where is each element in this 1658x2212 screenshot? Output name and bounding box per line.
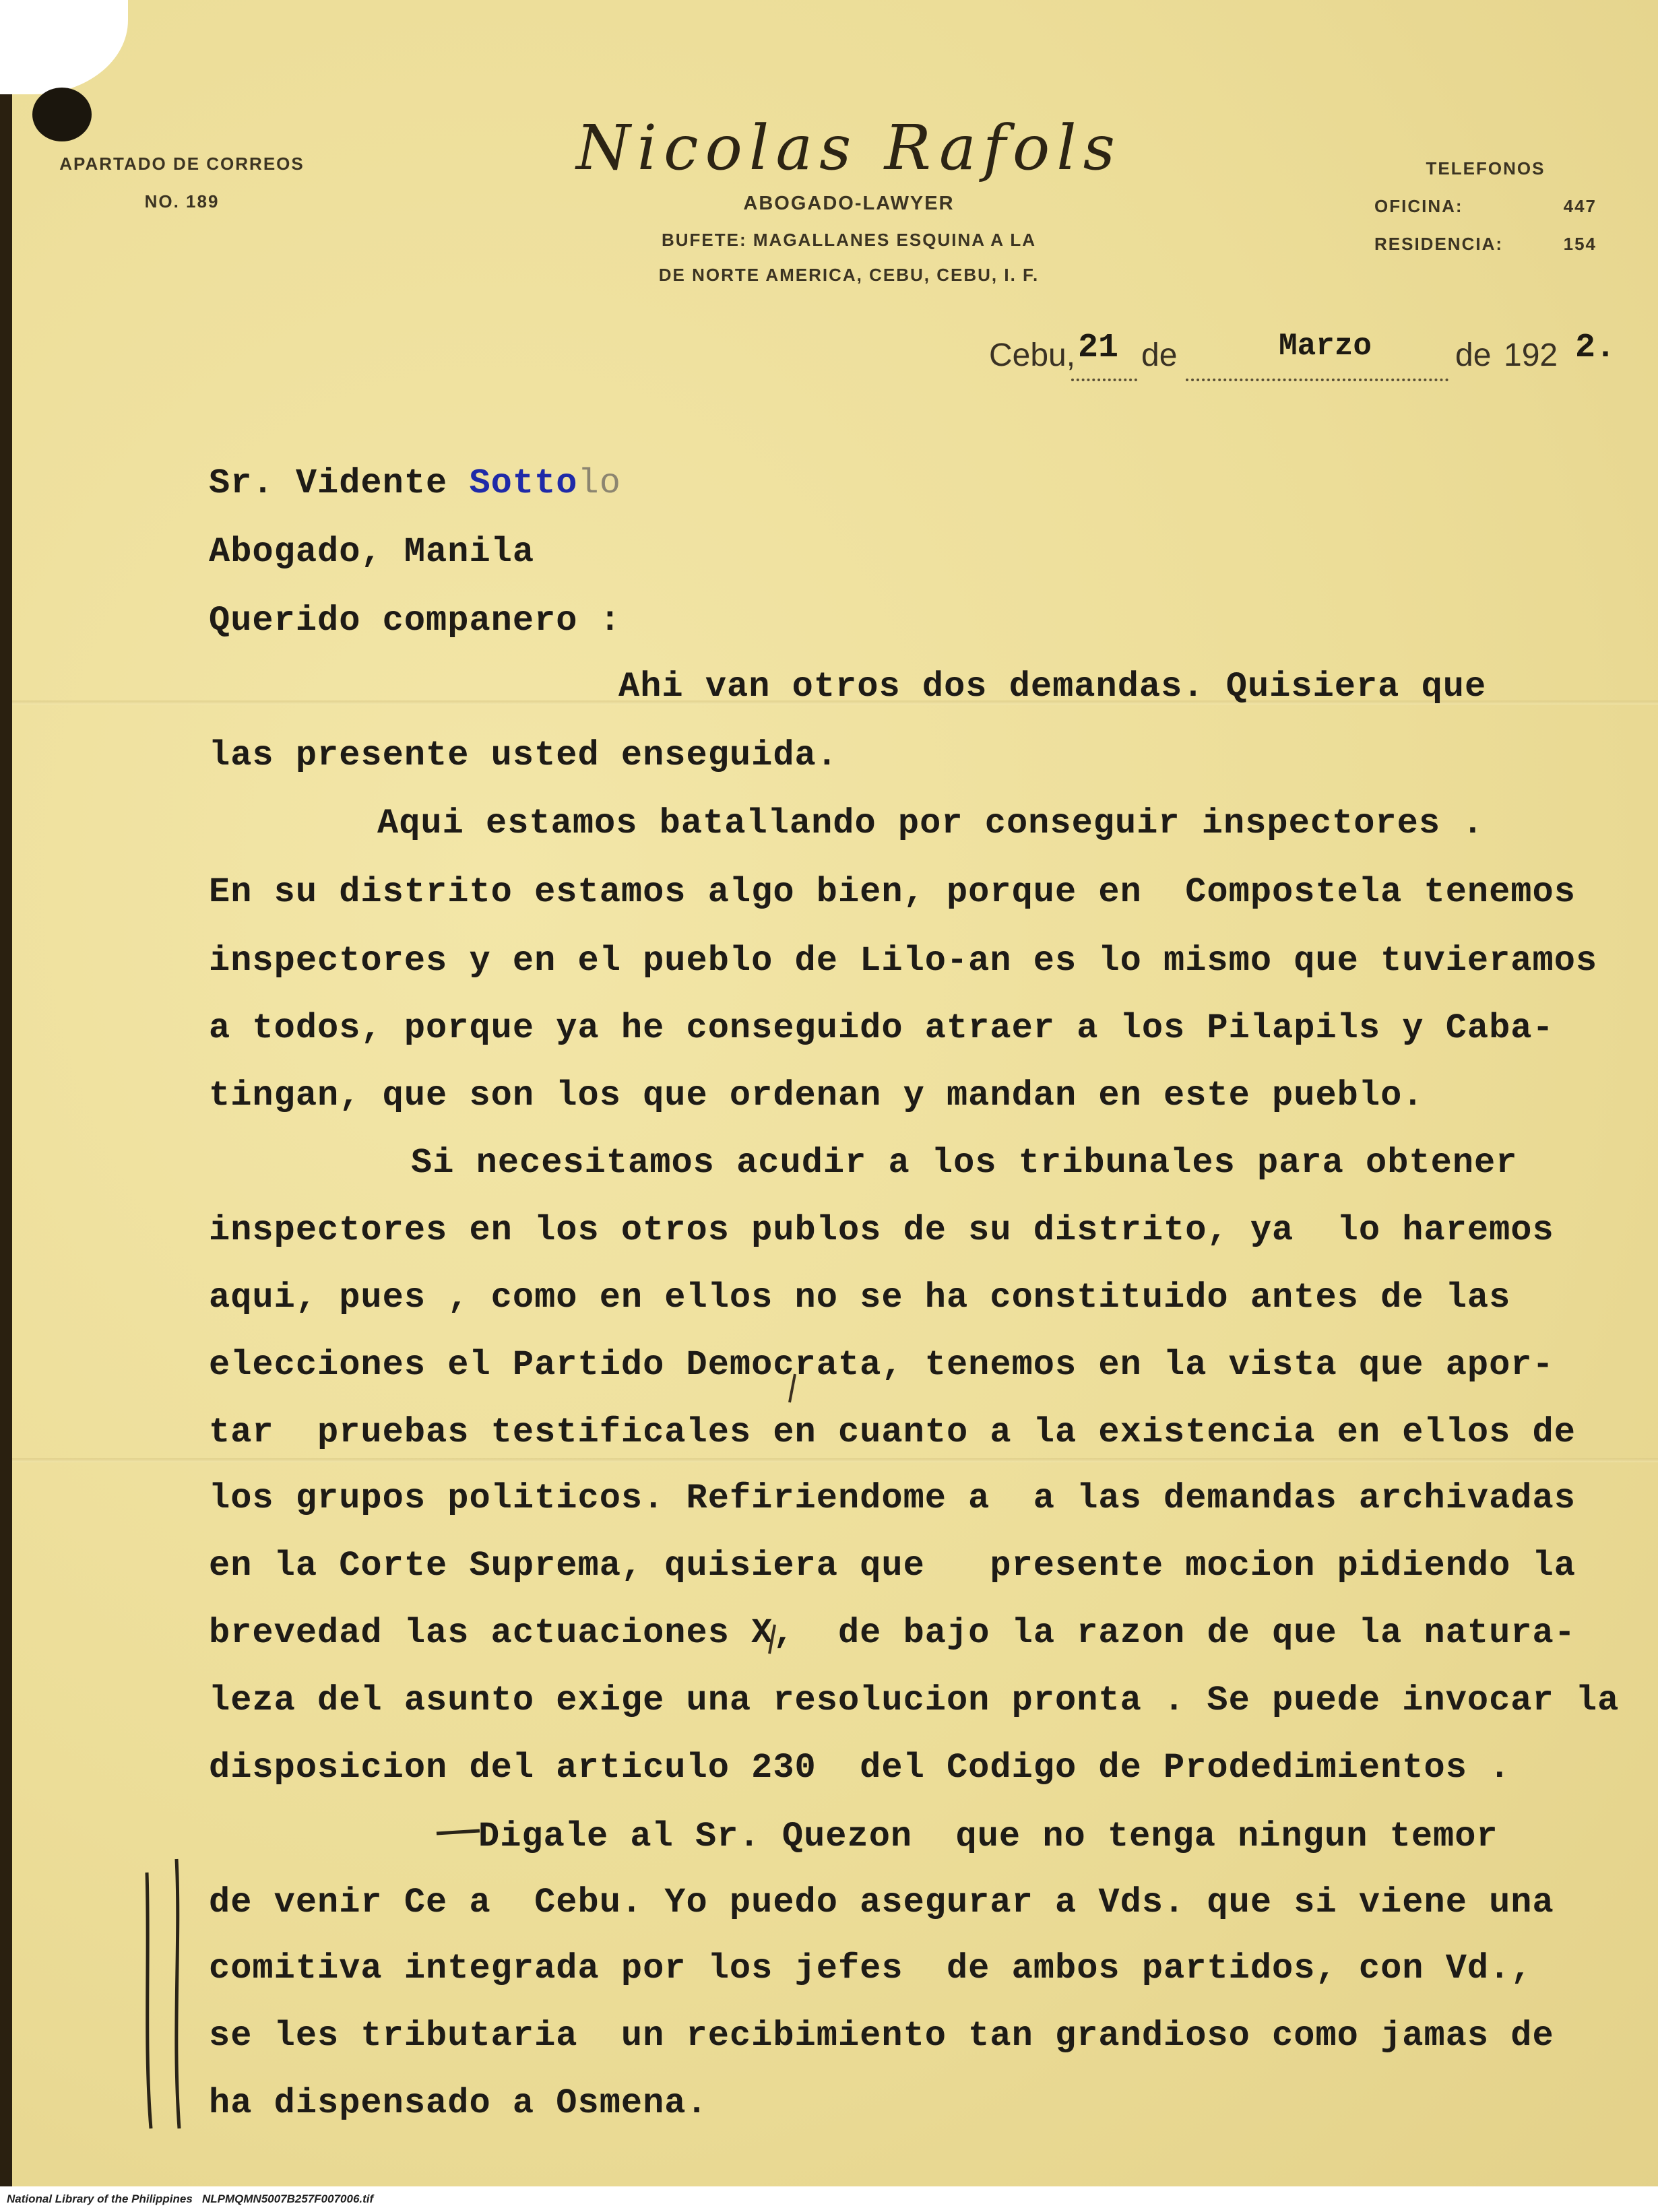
date-month: Marzo — [1279, 329, 1372, 364]
body-line-text: , de bajo la razon de que la natura- — [773, 1613, 1576, 1653]
body-line: tar pruebas testificales en cuanto a la existencia en ellos de — [209, 1412, 1576, 1452]
date-year-prefix: 192 — [1504, 337, 1558, 373]
date-year-digit: 2. — [1575, 329, 1616, 367]
letterhead-address-line-2: DE NORTE AMERICA, CEBU, CEBU, I. F. — [658, 265, 1040, 285]
recipient-name-faded: lo — [577, 463, 621, 503]
body-line-text: brevedad las actuaciones — [209, 1613, 752, 1653]
body-line: inspectores en los otros publos de su distrito, ya lo haremos — [209, 1210, 1554, 1250]
date-de: de — [1141, 337, 1178, 373]
body-line: comitiva integrada por los jefes de ambos partidos, con Vd., — [209, 1949, 1533, 1988]
typed-strike-mark: X — [751, 1613, 773, 1653]
postal-label: APARTADO DE CORREOS — [59, 154, 305, 174]
date-day: 21 — [1078, 329, 1119, 367]
office-number: 447 — [1563, 196, 1597, 216]
salutation: Querido companero : — [209, 601, 621, 641]
recipient-name-text: Sr. Vidente — [209, 463, 470, 503]
recipient-name-stamp: Sotto — [469, 463, 578, 503]
margin-line-mark — [177, 1859, 179, 2128]
body-line: de venir Ce a Cebu. Yo puedo asegurar a Vds. que si viene una — [209, 1883, 1554, 1922]
body-line: En su distrito estamos algo bien, porque en Compostela tenemos — [209, 872, 1576, 912]
phones-label: TELEFONOS — [1426, 158, 1545, 178]
pen-underline-mark — [437, 1831, 480, 1833]
residence-number: 154 — [1563, 234, 1597, 254]
residence-label: RESIDENCIA: — [1374, 234, 1504, 254]
footer-file-id: NLPMQMN5007B257F007006.tif — [202, 2192, 374, 2205]
body-line: inspectores y en el pueblo de Lilo-an es lo mismo que tuvieramos — [209, 941, 1598, 981]
pen-tick-mark — [790, 1374, 795, 1402]
body-line: Digale al Sr. Quezon que no tenga ningun temor — [478, 1817, 1498, 1856]
body-line: a todos, porque ya he conseguido atraer a los Pilapils y Caba- — [209, 1008, 1554, 1048]
letterhead-address-line-1: BUFETE: MAGALLANES ESQUINA A LA — [662, 230, 1036, 250]
body-line: se les tributaria un recibimiento tan grandioso como jamas de — [209, 2016, 1554, 2056]
footer-library: National Library of the Philippines — [7, 2192, 193, 2205]
body-line: las presente usted enseguida. — [209, 736, 838, 775]
body-line: Si necesitamos acudir a los tribunales para obtener — [411, 1143, 1518, 1183]
date-de: de — [1455, 337, 1492, 373]
pen-tick-mark — [769, 1625, 775, 1654]
body-line: leza del asunto exige una resolucion pronta . Se puede invocar la — [209, 1681, 1620, 1720]
body-line: tingan, que son los que ordenan y mandan en este pueblo. — [209, 1076, 1424, 1115]
body-line: en la Corte Suprema, quisiera que presente mocion pidiendo la — [209, 1546, 1576, 1586]
scan-footer — [0, 2186, 1658, 2212]
body-line: disposicion del articulo 230 del Codigo de Prodedimientos . — [209, 1748, 1511, 1788]
recipient-title: Abogado, Manila — [209, 532, 535, 572]
body-line: ha dispensado a Osmena. — [209, 2083, 708, 2123]
margin-line-mark — [147, 1873, 151, 2128]
letterhead-brand: Nicolas Rafols — [576, 112, 1122, 184]
body-line: los grupos politicos. Refiriendome a a las demandas archivadas — [209, 1478, 1576, 1518]
date-city: Cebu, — [989, 337, 1076, 373]
letterhead-profession: ABOGADO-LAWYER — [743, 193, 955, 214]
postal-number: NO. 189 — [144, 191, 220, 212]
body-line: elecciones el Partido Democrata, tenemos en la vista que apor- — [209, 1345, 1554, 1385]
body-line: Aqui estamos batallando por conseguir inspectores . — [377, 804, 1484, 843]
office-label: OFICINA: — [1374, 196, 1463, 216]
body-line: Ahi van otros dos demandas. Quisiera que — [618, 667, 1487, 707]
body-line: aqui, pues , como en ellos no se ha constituido antes de las — [209, 1278, 1511, 1318]
